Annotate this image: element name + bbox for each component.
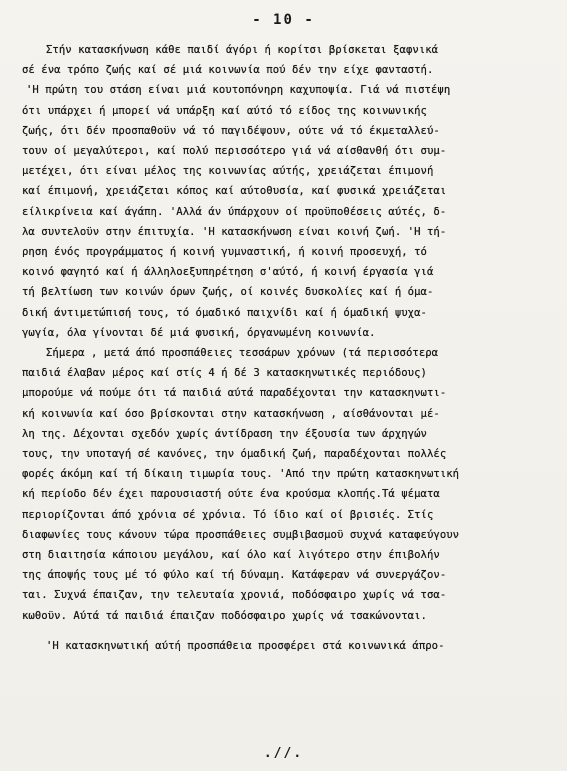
text-line: λα συντελοϋν στην έπιτυχία. 'Η κατασκήνωση είναι κοινή ζωή. 'Η τή- [22, 225, 447, 238]
text-line: δική άντιμετώπισή τους, τό όμαδικό παιχνίδι καί ή όμαδική ψυχα- [22, 306, 427, 319]
text-line: ται. Συχνά έπαιζαν, την τελευταία χρονιά, ποδόσφαιρο χωρίς νά τσα- [22, 589, 447, 602]
paragraph-gap [22, 626, 555, 636]
text-line: 'Η κατασκηνωτική αύτή προσπάθεια προσφέρει στά κοινωνικά άπρο- [46, 639, 445, 652]
text-line: ότι υπάρχει ή μπορεί νά υπάρξη καί αύτό τό είδος της κοινωνικής [22, 104, 427, 117]
paragraph [22, 40, 555, 343]
text-line: τουν οί μεγαλύτεροι, καί πολύ περισσότερο γιά νά αίσθανθή ότι συμ- [22, 145, 447, 158]
text-line: λη της. Δέχονται σχεδόν χωρίς άντίδραση την έξουσία των άρχηγών [22, 427, 427, 440]
text-line: τους, την υποταγή σέ κανόνες, την όμαδική ζωή, παραδέχονται πολλές [22, 448, 447, 461]
text-line: παιδιά έλαβαν μέρος καί στίς 4 ή δέ 3 κατασκηνωτικές περιόδους) [22, 367, 427, 380]
text-line: ρηση ένός προγράμματος ή κοινή γυμναστική, ή κοινή προσευχή, τό [22, 246, 427, 259]
text-line: ζωής, ότι δέν προσπαθοϋν νά τό παγιδέψουν, ούτε νά τό έκμεταλλεύ- [22, 124, 440, 137]
text-line: διαφωνίες τους κάνουν τώρα προσπάθειες συμβιβασμοϋ συχνά καταφεύγουν [22, 528, 460, 541]
text-line: Στήν κατασκήνωση κάθε παιδί άγόρι ή κορίτσι βρίσκεται ξαφνικά [46, 44, 439, 56]
continuation-mark: .//. [263, 746, 304, 761]
text-line: στη διαιτησία κάποιου μεγάλου, καί όλο καί λιγότερο στην έπιβολήν [22, 549, 440, 562]
text-line: φορές άκόμη καί τή δίκαιη τιμωρία τους. 'Από την πρώτη κατασκηνωτική [22, 468, 460, 481]
text-line: μετέχει, ότι είναι μέλος της κοινωνίας αύτής, χρειάζεται έπιμονή [22, 165, 434, 178]
text-line: καί έπιμονή, χρειάζεται κόπος καί αύτοθυσία, καί φυσικά χρειάζεται [22, 185, 447, 198]
text-line: της άποψής τους μέ τό φύλο καί τή δύναμη. Κατάφεραν νά συνεργάζον- [22, 569, 447, 582]
text-line: κή περίοδο δέν έχει παρουσιαστή ούτε ένα κρούσμα κλοπής.Τά ψέματα [22, 488, 440, 501]
text-line: 'Η πρώτη του στάση είναι μιά κουτοπόνηρη καχυποψία. Γιά νά πιστέψη [26, 84, 451, 97]
text-line: κοινό φαγητό καί ή άλληλοεξυπηρέτηση σ'αύτό, ή κοινή έργασία γιά [22, 266, 434, 279]
text-line: μπορούμε νά πούμε ότι τά παιδιά αύτά παραδέχονται την κατασκηνωτι- [22, 387, 447, 400]
document-body [22, 40, 555, 656]
text-line: γωγία, όλα γίνονται δέ μιά φυσική, όργανωμένη κοινωνία. [22, 326, 376, 339]
paragraph [22, 636, 555, 656]
text-line: είλικρίνεια καί άγάπη. 'Αλλά άν ύπάρχουν οί προϋποθέσεις αύτές, δ- [22, 205, 447, 218]
page-number: - 10 - [252, 12, 315, 28]
text-line: κή κοινωνία καί όσο βρίσκονται στην κατασκήνωση , αίσθάνονται μέ- [22, 407, 440, 420]
paragraph [22, 343, 555, 626]
text-line: σέ ένα τρόπο ζωής καί σέ μιά κοινωνία πού δέν την είχε φανταστή. [22, 64, 434, 77]
text-line: τή βελτίωση των κοινών όρων ζωής, οί κοινές δυσκολίες καί ή όμα- [22, 286, 434, 299]
text-line: Σήμερα , μετά άπό προσπάθειες τεσσάρων χρόνων (τά περισσότερα [46, 347, 439, 360]
text-line: περιορίζονται άπό χρόνια σέ χρόνια. Τό ίδιο καί οί βρισιές. Στίς [22, 508, 434, 521]
text-line: κωθοϋν. Αύτά τά παιδιά έπαιζαν ποδόσφαιρο χωρίς νά τσακώνονται. [22, 609, 427, 622]
